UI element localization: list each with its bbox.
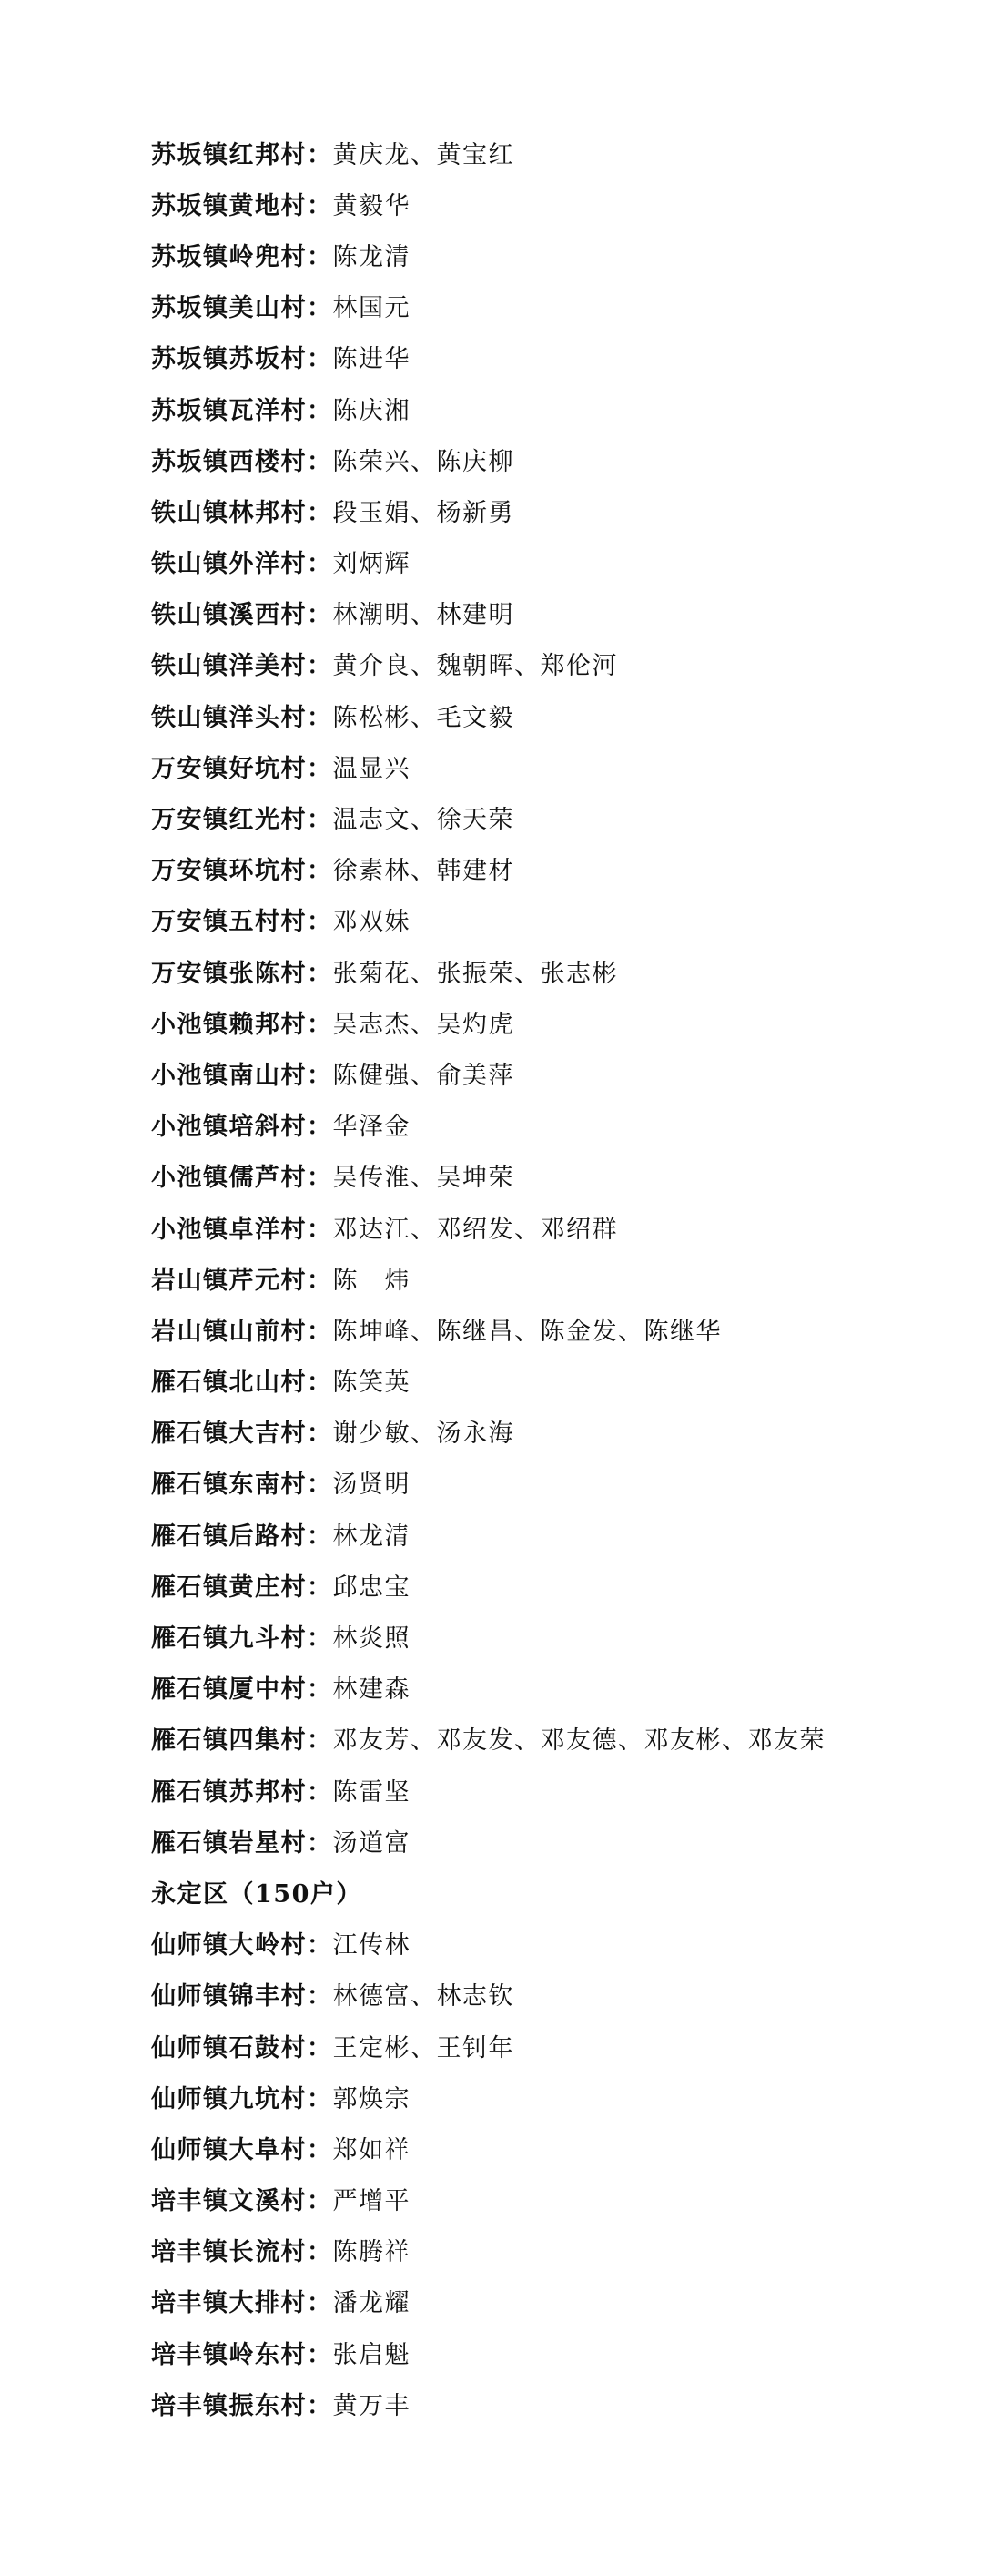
label-colon: ： <box>307 2135 333 2164</box>
label-colon: ： <box>307 294 333 323</box>
household-names: 黄万丰 <box>332 2391 410 2420</box>
village-name: 万安镇五村村 <box>151 908 307 937</box>
household-names: 陈雷坚 <box>332 1777 410 1807</box>
label-colon: ： <box>307 1061 333 1090</box>
household-names: 陈 炜 <box>332 1266 410 1295</box>
household-names: 王定彬、王钊年 <box>332 2033 514 2062</box>
village-name: 万安镇好坑村 <box>151 754 307 783</box>
household-names: 邓友芳、邓友发、邓友德、邓友彬、邓友荣 <box>332 1726 826 1756</box>
village-entry <box>151 1406 952 1457</box>
household-names: 吴志杰、吴灼虎 <box>332 1010 514 1039</box>
village-name: 雁石镇黄庄村 <box>151 1573 307 1602</box>
village-entry <box>151 178 952 229</box>
village-entry <box>151 1610 952 1661</box>
label-colon: ： <box>307 1164 333 1193</box>
household-names: 林国元 <box>332 294 410 323</box>
village-name: 小池镇培斜村 <box>151 1113 307 1142</box>
section-heading <box>151 1866 952 1917</box>
household-names: 陈腾祥 <box>332 2238 410 2267</box>
village-entry <box>151 1355 952 1406</box>
label-colon: ： <box>307 1215 333 1244</box>
label-colon: ： <box>307 1573 333 1602</box>
household-names: 郑如祥 <box>332 2135 410 2164</box>
label-colon: ： <box>307 1369 333 1398</box>
village-name: 雁石镇北山村 <box>151 1369 307 1398</box>
village-name: 小池镇赖邦村 <box>151 1010 307 1039</box>
label-colon: ： <box>307 1675 333 1705</box>
household-list <box>151 127 952 2428</box>
label-colon: ： <box>307 2033 333 2062</box>
village-name: 雁石镇岩星村 <box>151 1828 307 1858</box>
label-colon: ： <box>307 1317 333 1346</box>
village-entry <box>151 1662 952 1713</box>
label-colon: ： <box>307 2084 333 2113</box>
household-names: 林龙清 <box>332 1522 410 1551</box>
village-name: 苏坂镇西楼村 <box>151 447 307 476</box>
village-entry <box>151 894 952 945</box>
household-names: 陈笑英 <box>332 1369 410 1398</box>
household-names: 徐素林、韩建材 <box>332 857 514 886</box>
village-name: 培丰镇振东村 <box>151 2391 307 2420</box>
village-entry <box>151 1713 952 1764</box>
household-names: 林潮明、林建明 <box>332 601 514 630</box>
household-names: 黄介良、魏朝晖、郑伦河 <box>332 652 618 681</box>
village-entry <box>151 1559 952 1610</box>
village-entry <box>151 1918 952 1969</box>
household-names: 陈松彬、毛文毅 <box>332 703 514 732</box>
village-name: 铁山镇外洋村 <box>151 550 307 579</box>
household-names: 温志文、徐天荣 <box>332 806 514 835</box>
label-colon: ： <box>307 2238 333 2267</box>
label-colon: ： <box>307 191 333 220</box>
section-title: 永定区（150户） <box>151 1879 362 1909</box>
village-entry <box>151 484 952 535</box>
label-colon: ： <box>307 1471 333 1500</box>
label-colon: ： <box>307 498 333 527</box>
household-names: 段玉娟、杨新勇 <box>332 498 514 527</box>
village-name: 苏坂镇美山村 <box>151 294 307 323</box>
village-entry <box>151 587 952 638</box>
village-entry <box>151 127 952 178</box>
village-name: 铁山镇洋头村 <box>151 703 307 732</box>
label-colon: ： <box>307 1010 333 1039</box>
village-entry <box>151 2122 952 2173</box>
label-colon: ： <box>307 908 333 937</box>
village-entry <box>151 2071 952 2122</box>
household-names: 黄毅华 <box>332 191 410 220</box>
village-entry <box>151 536 952 587</box>
household-names: 黄庆龙、黄宝红 <box>332 140 514 169</box>
label-colon: ： <box>307 754 333 783</box>
label-colon: ： <box>307 242 333 271</box>
village-entry <box>151 1047 952 1098</box>
village-entry <box>151 1252 952 1303</box>
household-names: 汤贤明 <box>332 1471 410 1500</box>
village-entry <box>151 2174 952 2225</box>
label-colon: ： <box>307 1726 333 1756</box>
label-colon: ： <box>307 806 333 835</box>
household-names: 林炎照 <box>332 1624 410 1654</box>
village-name: 苏坂镇岭兜村 <box>151 242 307 271</box>
village-entry <box>151 1969 952 2020</box>
household-names: 张启魁 <box>332 2340 410 2369</box>
household-names: 陈庆湘 <box>332 396 410 425</box>
village-name: 万安镇红光村 <box>151 806 307 835</box>
village-entry <box>151 1508 952 1559</box>
household-names: 严增平 <box>332 2187 410 2216</box>
household-names: 汤道富 <box>332 1828 410 1858</box>
village-name: 雁石镇苏邦村 <box>151 1777 307 1807</box>
household-names: 邓双妹 <box>332 908 410 937</box>
village-entry <box>151 280 952 331</box>
village-entry <box>151 945 952 996</box>
village-name: 雁石镇九斗村 <box>151 1624 307 1654</box>
label-colon: ： <box>307 2289 333 2318</box>
village-entry <box>151 382 952 433</box>
village-name: 雁石镇四集村 <box>151 1726 307 1756</box>
label-colon: ： <box>307 396 333 425</box>
village-name: 万安镇环坑村 <box>151 857 307 886</box>
village-entry <box>151 2327 952 2377</box>
village-name: 雁石镇大吉村 <box>151 1420 307 1449</box>
household-names: 华泽金 <box>332 1113 410 1142</box>
village-name: 仙师镇石鼓村 <box>151 2033 307 2062</box>
household-names: 吴传淮、吴坤荣 <box>332 1164 514 1193</box>
label-colon: ： <box>307 1420 333 1449</box>
label-colon: ： <box>307 1522 333 1551</box>
household-names: 江传林 <box>332 1931 410 1960</box>
label-colon: ： <box>307 2340 333 2369</box>
village-name: 雁石镇厦中村 <box>151 1675 307 1705</box>
label-colon: ： <box>307 1624 333 1654</box>
village-entry <box>151 331 952 382</box>
village-entry <box>151 1764 952 1815</box>
household-names: 陈进华 <box>332 345 410 374</box>
village-entry <box>151 996 952 1047</box>
label-colon: ： <box>307 652 333 681</box>
village-name: 雁石镇后路村 <box>151 1522 307 1551</box>
village-entry <box>151 1815 952 1866</box>
village-name: 岩山镇芹元村 <box>151 1266 307 1295</box>
village-name: 苏坂镇苏坂村 <box>151 345 307 374</box>
household-names: 林德富、林志钦 <box>332 1982 514 2011</box>
village-name: 铁山镇林邦村 <box>151 498 307 527</box>
label-colon: ： <box>307 1113 333 1142</box>
label-colon: ： <box>307 1777 333 1807</box>
household-names: 谢少敏、汤永海 <box>332 1420 514 1449</box>
village-entry <box>151 1099 952 1150</box>
village-name: 岩山镇山前村 <box>151 1317 307 1346</box>
village-name: 培丰镇大排村 <box>151 2289 307 2318</box>
label-colon: ： <box>307 2187 333 2216</box>
village-name: 小池镇卓洋村 <box>151 1215 307 1244</box>
label-colon: ： <box>307 1931 333 1960</box>
village-name: 小池镇儒芦村 <box>151 1164 307 1193</box>
village-name: 铁山镇溪西村 <box>151 601 307 630</box>
village-name: 仙师镇锦丰村 <box>151 1982 307 2011</box>
village-entry <box>151 1457 952 1508</box>
household-names: 陈健强、俞美萍 <box>332 1061 514 1090</box>
household-names: 邱忠宝 <box>332 1573 410 1602</box>
village-name: 培丰镇岭东村 <box>151 2340 307 2369</box>
village-entry <box>151 1150 952 1201</box>
village-name: 培丰镇文溪村 <box>151 2187 307 2216</box>
label-colon: ： <box>307 447 333 476</box>
village-entry <box>151 2020 952 2071</box>
village-name: 培丰镇长流村 <box>151 2238 307 2267</box>
village-name: 苏坂镇黄地村 <box>151 191 307 220</box>
label-colon: ： <box>307 857 333 886</box>
household-names: 潘龙耀 <box>332 2289 410 2318</box>
village-entry <box>151 689 952 740</box>
household-names: 陈龙清 <box>332 242 410 271</box>
village-entry <box>151 2276 952 2327</box>
village-name: 仙师镇九坑村 <box>151 2084 307 2113</box>
village-name: 小池镇南山村 <box>151 1061 307 1090</box>
label-colon: ： <box>307 601 333 630</box>
village-entry <box>151 843 952 894</box>
village-entry <box>151 2377 952 2428</box>
village-name: 苏坂镇红邦村 <box>151 140 307 169</box>
village-entry <box>151 229 952 280</box>
village-entry <box>151 638 952 689</box>
household-names: 郭焕宗 <box>332 2084 410 2113</box>
label-colon: ： <box>307 1266 333 1295</box>
village-name: 仙师镇大岭村 <box>151 1931 307 1960</box>
village-entry <box>151 1303 952 1354</box>
household-names: 陈荣兴、陈庆柳 <box>332 447 514 476</box>
household-names: 刘炳辉 <box>332 550 410 579</box>
village-name: 铁山镇洋美村 <box>151 652 307 681</box>
household-names: 陈坤峰、陈继昌、陈金发、陈继华 <box>332 1317 722 1346</box>
label-colon: ： <box>307 1828 333 1858</box>
village-name: 万安镇张陈村 <box>151 959 307 988</box>
village-entry <box>151 2225 952 2276</box>
village-name: 仙师镇大阜村 <box>151 2135 307 2164</box>
household-names: 邓达江、邓绍发、邓绍群 <box>332 1215 618 1244</box>
label-colon: ： <box>307 140 333 169</box>
household-names: 张菊花、张振荣、张志彬 <box>332 959 618 988</box>
label-colon: ： <box>307 1982 333 2011</box>
household-names: 温显兴 <box>332 754 410 783</box>
village-name: 苏坂镇瓦洋村 <box>151 396 307 425</box>
label-colon: ： <box>307 550 333 579</box>
household-names: 林建森 <box>332 1675 410 1705</box>
label-colon: ： <box>307 703 333 732</box>
village-entry <box>151 1201 952 1252</box>
village-entry <box>151 740 952 791</box>
label-colon: ： <box>307 959 333 988</box>
label-colon: ： <box>307 345 333 374</box>
village-name: 雁石镇东南村 <box>151 1471 307 1500</box>
village-entry <box>151 433 952 484</box>
label-colon: ： <box>307 2391 333 2420</box>
village-entry <box>151 791 952 842</box>
